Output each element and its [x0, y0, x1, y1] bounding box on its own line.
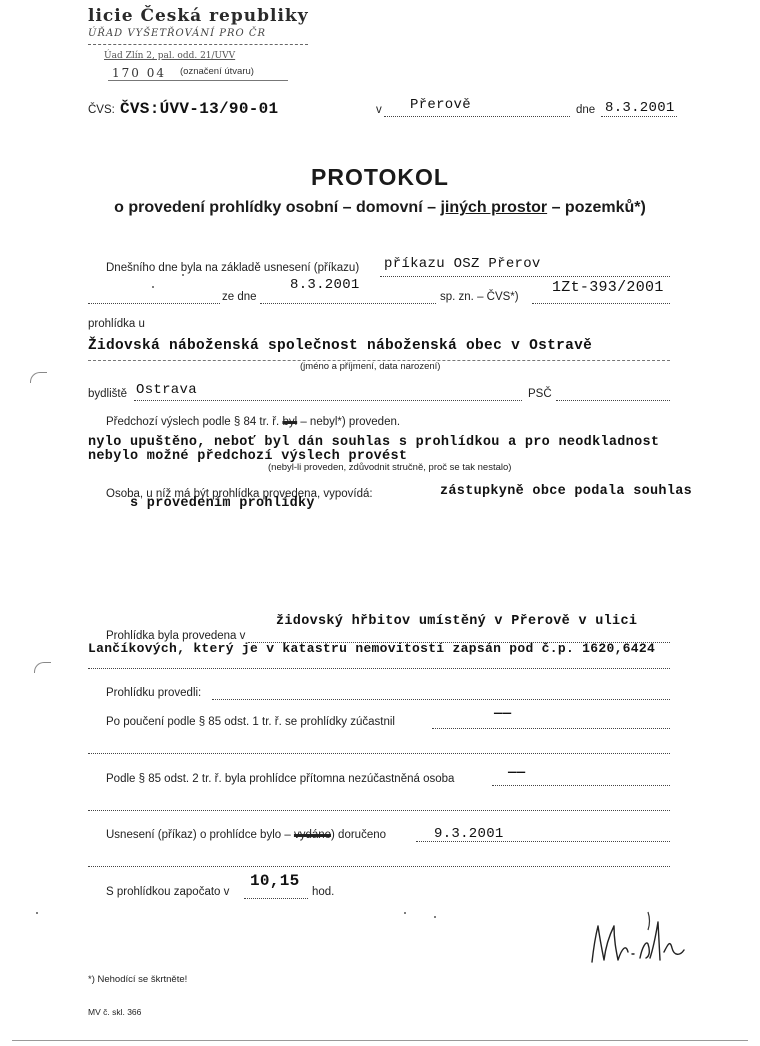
subtitle-after: – pozemků*) [547, 199, 646, 216]
osoba-label: Osoba, u níž má být prohlídka provedena, vypovídá: [106, 488, 373, 500]
osoba-value2: s provedením prohlídky [130, 496, 315, 511]
scan-speck [36, 912, 38, 914]
provedena-label: Prohlídka byla provedena v [106, 630, 246, 642]
usneseni-struck: vydáno [293, 829, 332, 841]
bydliste-label: bydliště [88, 388, 127, 400]
stamp-line4: 170 04 [112, 66, 166, 80]
sp-zn-value: 1Zt-393/2001 [552, 279, 664, 296]
stamp-line4-note: (označení útvaru) [180, 66, 254, 77]
pritomna-dots [492, 785, 670, 786]
provedli-dots [212, 699, 670, 700]
bottom-rule [12, 1040, 748, 1041]
sp-zn-label: sp. zn. – ČVS*) [440, 291, 519, 303]
margin-mark-1 [30, 372, 47, 383]
date-label: dne [576, 104, 596, 116]
resolution-label: Dnešního dne byla na základě usnesení (příkazu) [106, 262, 360, 274]
signature-mark [584, 904, 694, 974]
provedena-value1: židovský hřbitov umístěný v Přerově v ulici [276, 614, 638, 629]
zapocato-suffix: hod. [312, 886, 335, 898]
osoba-value1: zástupkyně obce podala souhlas [440, 484, 693, 499]
scan-speck [182, 274, 184, 276]
date-dots [601, 116, 677, 117]
predchozi-text: Předchozí výslech podle § 84 tr. ř. [106, 416, 280, 428]
date-value: 8.3.2001 [605, 100, 675, 116]
predchozi-struck: byl [282, 416, 298, 428]
subtitle-highlight: jiných prostor [440, 199, 548, 216]
provedli-label: Prohlídku provedli: [106, 687, 202, 699]
bydliste-value: Ostrava [136, 382, 197, 398]
usneseni-value: 9.3.2001 [434, 826, 504, 842]
pouceni-dots [432, 728, 670, 729]
stamp-underline [108, 80, 288, 81]
provedena-value2: Lančíkových, který je v katastru nemovitostí zapsán pod č.p. 1620,6424 [88, 641, 656, 656]
scan-speck [404, 912, 406, 914]
pouceni-label: Po poučení podle § 85 odst. 1 tr. ř. se prohlídky zúčastnil [106, 716, 395, 728]
place-prefix: v [376, 104, 382, 116]
usneseni-label [106, 829, 386, 841]
zapocato-dots [244, 898, 308, 899]
prohlidka-value: Židovská náboženská společnost náboženská obec v Ostravě [88, 338, 593, 354]
pouceni-value: —— [494, 706, 512, 722]
form-code: MV č. skl. 366 [88, 1007, 142, 1017]
resolution-value: příkazu OSZ Přerov [384, 256, 541, 272]
scan-speck [434, 916, 436, 918]
cvs-label: ČVS: [88, 104, 115, 116]
cvs-value: ČVS:ÚVV-13/90-01 [120, 100, 279, 118]
usneseni-text: Usnesení (příkaz) o prohlídce bylo – [106, 829, 294, 841]
ze-dne-dots [260, 303, 436, 304]
stamp-line2: ÚŘAD VYŠETŘOVÁNÍ PRO ČR [88, 28, 267, 39]
predchozi-line1: nylo upuštěno, neboť byl dán souhlas s prohlídkou a pro neodkladnost [88, 435, 660, 450]
ze-dne-value: 8.3.2001 [290, 277, 360, 293]
pritomna-dots-2 [88, 810, 670, 811]
stamp-line3: Úad Zlín 2, pal. odd. 21/UVV [104, 51, 236, 61]
bydliste-dots [134, 400, 522, 401]
predchozi-after: – nebyl*) proveden. [297, 416, 401, 428]
pritomna-value: —— [508, 765, 526, 781]
scan-speck [152, 286, 154, 288]
usneseni-dots-2 [88, 866, 670, 867]
stamp-line1: licie Česká republiky [88, 6, 309, 26]
ze-dne-dots-left [88, 303, 220, 304]
margin-mark-2 [34, 662, 51, 673]
zapocato-value: 10,15 [250, 872, 300, 890]
predchozi-label [106, 416, 400, 428]
prohlidka-label: prohlídka u [88, 318, 145, 330]
resolution-dots [380, 276, 670, 277]
psc-label: PSČ [528, 388, 552, 400]
prohlidka-hint: (jméno a příjmení, data narození) [300, 361, 441, 372]
document-title: PROTOKOL [311, 164, 449, 190]
zapocato-label: S prohlídkou započato v [106, 886, 230, 898]
predchozi-hint: (nebyl-li proveden, zdůvodnit stručně, proč se tak nestalo) [268, 462, 512, 473]
psc-dots [556, 400, 670, 401]
pritomna-label: Podle § 85 odst. 2 tr. ř. byla prohlídce přítomna nezúčastněná osoba [106, 773, 455, 785]
place-value: Přerově [410, 97, 471, 113]
usneseni-after: ) doručeno [331, 829, 387, 841]
provedena-dots-2 [88, 668, 670, 669]
predchozi-line2: nebylo možné předchozí výslech provést [88, 449, 408, 464]
ze-dne-label: ze dne [222, 291, 257, 303]
place-dots [384, 116, 570, 117]
footnote: *) Nehodící se škrtněte! [88, 974, 188, 985]
stamp-rule [88, 44, 308, 45]
subtitle-before: o provedení prohlídky osobní – domovní – [114, 199, 441, 216]
sp-zn-dots [532, 303, 670, 304]
pouceni-dots-2 [88, 753, 670, 754]
document-subtitle [0, 199, 760, 217]
